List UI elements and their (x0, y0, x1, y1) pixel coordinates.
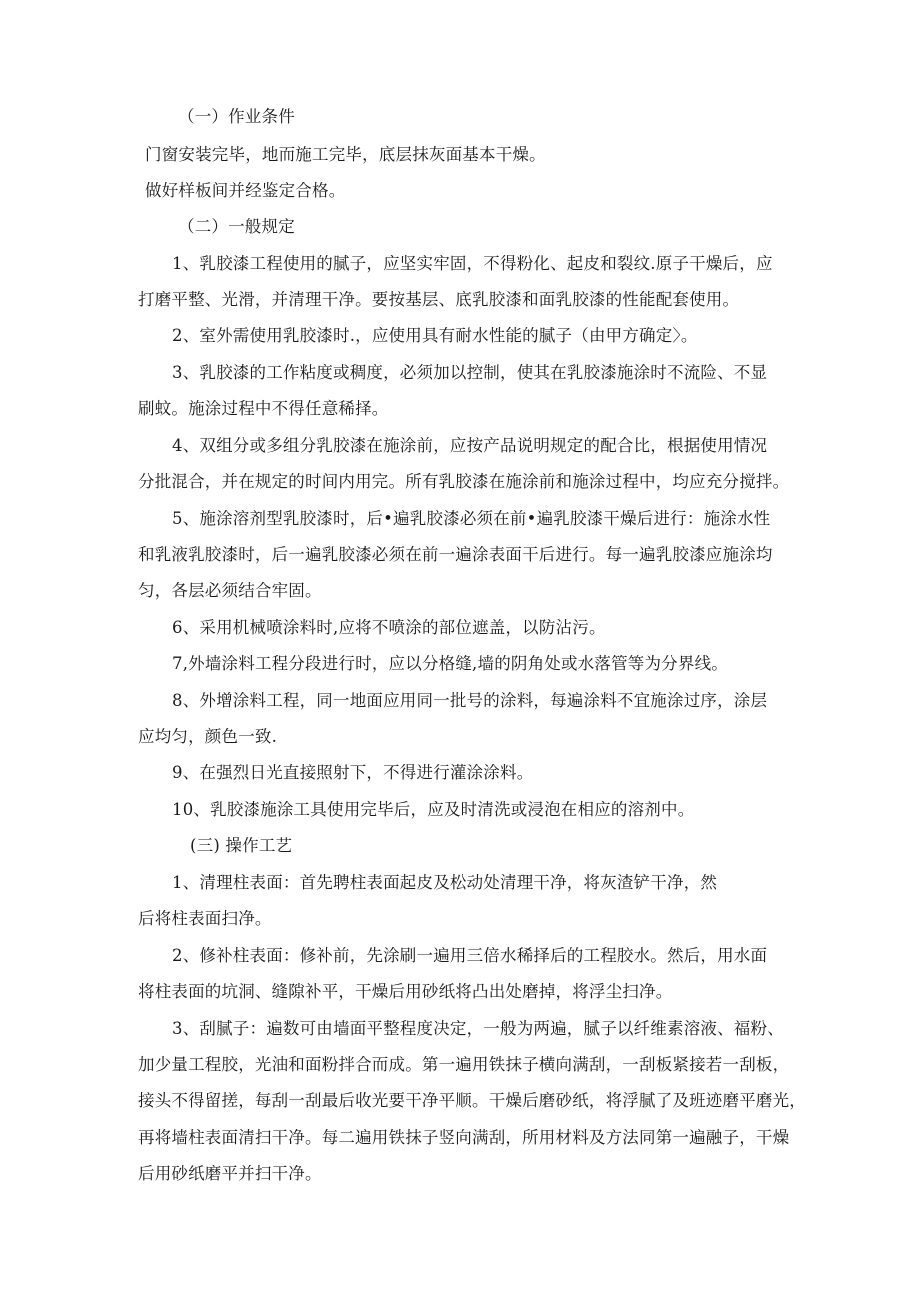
paragraph-line: 刷蚊。施涂过程中不得任意稀择。 (138, 399, 389, 418)
paragraph-line: 和乳液乳胶漆时，后一遍乳胶漆必须在前一遍涂表面干后进行。每一遍乳胶漆应施涂均 (138, 545, 773, 564)
paragraph-line: 后用砂纸磨平并扫干净。 (138, 1164, 322, 1183)
paragraph-line: 再将墙柱表面清扫干净。每二遍用铁抹子竖向满刮，所用材料及方法同第一遍融子，干燥 (138, 1128, 790, 1147)
heading-general-rules: （二）一般规定 (178, 217, 295, 236)
paragraph-line: 5、施涂溶剂型乳胶漆时，后•遍乳胶漆必须在前•遍乳胶漆干燥后进行：施涂水性 (172, 509, 771, 528)
heading-work-conditions: （一）作业条件 (178, 107, 295, 126)
paragraph-line: 7,外墙涂料工程分段进行时，应以分格缝,墙的阴角处或水落管等为分界线。 (172, 654, 728, 673)
paragraph-line: 匀，各层必须结合牢固。 (138, 581, 322, 600)
paragraph-line: 9、在强烈日光直接照射下，不得进行灌涂涂料。 (172, 763, 534, 782)
paragraph-line: 6、采用机械喷涂料时,应将不喷涂的部位遮盖，以防沾污。 (172, 618, 606, 637)
paragraph-line: 2、室外需使用乳胶漆时.，应使用具有耐水性能的腻子（由甲方确定〉。 (172, 326, 698, 345)
paragraph-line: 4、双组分或多组分乳胶漆在施涂前，应按产品说明规定的配合比，根据使用情况 (172, 436, 768, 455)
paragraph-line: 接头不得留搓，每刮一刮最后收光要干净平顺。干燥后磨砂纸，将浮腻了及班迹磨平磨光， (138, 1091, 806, 1110)
paragraph-line: 3、乳胶漆的工作粘度或稠度，必须加以控制，使其在乳胶漆施涂时不流险、不显 (172, 363, 768, 382)
paragraph-line: 分批混合，并在规定的时间内用完。所有乳胶漆在施涂前和施涂过程中，均应充分搅拌。 (138, 472, 790, 491)
paragraph-line: 加少量工程胶，光油和面粉拌合而成。第一遍用铁抹子横向满刮，一刮板紧接若一刮板， (138, 1055, 790, 1074)
paragraph-line: 后将柱表面扫净。 (138, 909, 272, 928)
paragraph-line: 10、乳胶漆施涂工具使用完毕后，应及时清洗或浸泡在相应的溶剂中。 (172, 800, 695, 819)
paragraph-line: 8、外增涂料工程，同一地面应用同一批号的涂料，每遍涂料不宜施涂过序，涂层 (172, 691, 768, 710)
paragraph-line: 将柱表面的坑洞、缝隙补平，干燥后用砂纸将凸出处磨掉，将浮尘扫净。 (138, 982, 673, 1001)
paragraph-line: 2、修补柱表面：修补前，先涂刷一遍用三倍水稀择后的工程胶水。然后，用水面 (172, 946, 768, 965)
paragraph-line: 门窗安装完毕，地而施工完毕，底层抹灰面基本干燥。 (145, 145, 546, 164)
heading-operation-process: (三) 操作工艺 (190, 836, 293, 855)
paragraph-line: 1、清理柱表面：首先聘柱表面起皮及松动处清理干净，将灰渣铲干净，然 (172, 873, 718, 892)
paragraph-line: 做好样板间并经鉴定合格。 (145, 181, 346, 200)
paragraph-line: 3、刮腻子：遍数可由墙面平整程度决定，一般为两遍，腻子以纤维素溶液、福粉、 (172, 1019, 784, 1038)
paragraph-line: 应均匀，颜色一致. (138, 727, 278, 746)
paragraph-line: 1、乳胶漆工程使用的腻子，应坚实牢固，不得粉化、起皮和裂纹.原子干燥后，应 (172, 254, 773, 273)
paragraph-line: 打磨平整、光滑，并清理干净。要按基层、底乳胶漆和面乳胶漆的性能配套使用。 (138, 290, 740, 309)
